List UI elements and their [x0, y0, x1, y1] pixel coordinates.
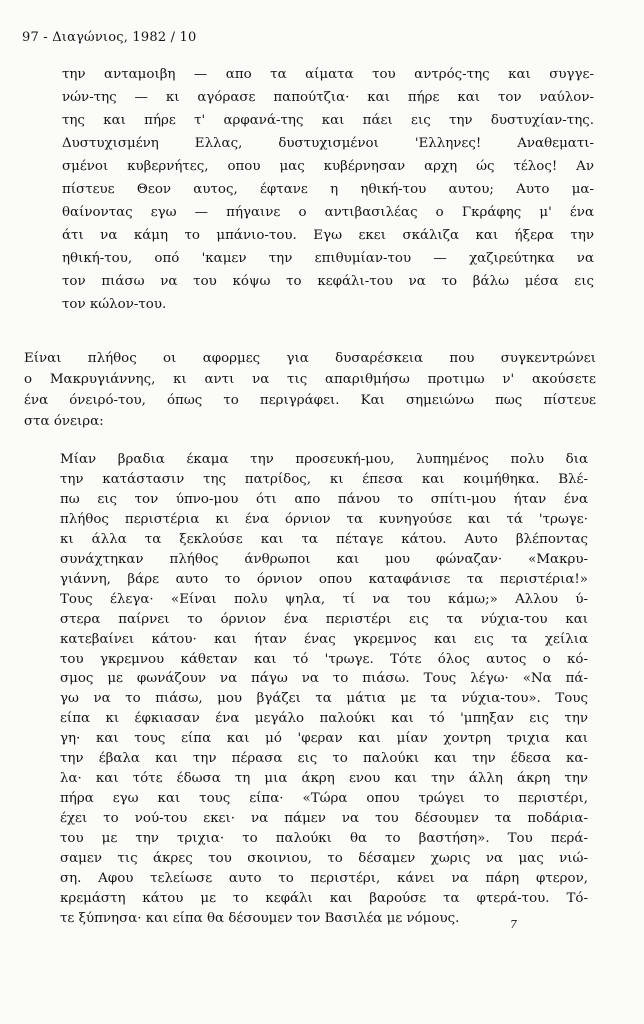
paragraph1-line: άτι να κάμη το μπάνιο-του. Εγω εκει σκάλιζα και ήξερα την — [62, 228, 594, 243]
paragraph1-line: πίστευε Θεον αυτος, έφτανε η ηθική-του αυτου; Αυτο μα- — [62, 182, 594, 197]
paragraph3-line: γη· και τους είπα και μό 'φεραν και μίαν χοντρη τριχια και — [60, 731, 588, 747]
paragraph3-line: σαμεν τις άκρες του σκοινιου, το δέσαμεν χωρις να μας νιώ- — [60, 851, 588, 866]
paragraph3-line: κατεβαίνει κάτου· και ήταν ένας γκρεμνος και εις τα χείλια — [60, 631, 588, 647]
paragraph3-line: κρεμάστη κάτου με το κεφάλι και βαρούσε τα φτερά-του. Τό- — [60, 890, 588, 906]
paragraph3-line: Μίαν βραδια έκαμα την προσευκή-μου, λυπημένος πολυ δια — [60, 452, 588, 467]
paragraph1-line: τον πιάσω να του κόψω το κεφάλι-του να το βάλω μέσα εις — [62, 274, 594, 289]
paragraph3-line: σμος με φωνάζουν να πάγω να το πιάσω. Τους λέγω· «Να πά- — [60, 671, 588, 687]
paragraph1-line: θαίνοντας εγω — πήγαινε ο αντιβασιλέας ο Γκράφης μ' ένα — [62, 205, 594, 220]
page-mark: 7 — [510, 918, 517, 931]
paragraph3-line: στερα παίρνει το όρνιον ένα περιστέρι εις τα νύχια-του και — [60, 611, 588, 627]
paragraph3-line: γιάννη, βάρε αυτο το όρνιον οπου καταφάνισε τα περιστέρια!» — [60, 571, 588, 587]
paragraph3-line: έχει το νού-του εκει· να πάμεν να του δέσουμεν τα ποδάρια- — [60, 811, 588, 827]
paragraph3-line: την κατάστασιν της πατρίδος, κι έπεσα και κοιμήθηκα. Βλέ- — [60, 471, 588, 487]
paragraph2-line: Είναι πλήθος οι αφορμες για δυσαρέσκεια που συγκεντρώνει — [24, 351, 596, 366]
paragraph3-line: την έβαλα και την πέρασα εις το παλούκι και την έδεσα κα- — [60, 751, 588, 767]
paragraph3-line: συνάχτηκαν πλήθος άνθρωποι και μου φώναζαν· «Μακρυ- — [60, 551, 588, 567]
paragraph3-line: γω να το πιάσω, μου βγάζει τα μάτια με τα νύχια-του». Τους — [60, 691, 588, 707]
paragraph3-line: πλήθος περιστέρια κι ένα όρνιον τα κυνηγούσε και τά 'τρωγε· — [60, 511, 588, 527]
paragraph3-line: πήρα εγω και τους είπα· «Τώρα οπου τρώγει το περιστέρι, — [60, 791, 588, 807]
paragraph1-line: της και πήρε τ' αρφανά-της και πάει εις την δυστυχίαν-της. — [62, 113, 594, 128]
paragraph2-line: στα όνειρα: — [24, 414, 104, 429]
paragraph2-line: ο Μακρυγιάννης, κι αντι να τις απαριθμήσω προτιμω ν' ακούσετε — [24, 372, 596, 387]
paragraph2-line: ένα όνειρό-του, όπως το περιγράφει. Και σημειώνω πως πίστευε — [24, 393, 596, 408]
paragraph3-line: είπα κι έφκιασαν ένα μεγάλο παλούκι και τό 'μπηξαν εις την — [60, 711, 588, 727]
paragraph3-line: ση. Αφου τελείωσε αυτο το περιστέρι, κάνει να πάρη φτερον, — [60, 870, 588, 886]
paragraph3-line: Τους έλεγα· «Είναι πολυ ψηλα, τί να του κάμω;» Αλλου ύ- — [60, 591, 588, 607]
paragraph3-line: κι άλλα τα ξεκλούσε και τα πέταγε κάτου. Αυτο βλέποντας — [60, 531, 588, 547]
paragraph1-line: σμένοι κυβερνήτες, οπου μας κυβέρνησαν αρχη ώς τέλος! Αν — [62, 159, 594, 174]
paragraph1-line: ηθική-του, οπό 'καμεν την επιθυμίαν-του — χαζιρεύτηκα να — [62, 251, 594, 266]
paragraph3-line: πω εις τον ύπνο-μου ότι απο πάνου το σπίτι-μου ήταν ένα — [60, 491, 588, 507]
running-head: 97 - Διαγώνιος, 1982 / 10 — [22, 30, 197, 45]
paragraph3-line: λα· και τότε έδωσα τη μια άκρη ενου και την άλλη άκρη την — [60, 771, 588, 787]
paragraph3-line: τε ξύπνησα· και είπα θα δέσουμεν τον Βασιλέα με νόμους. — [60, 910, 460, 926]
paragraph1-line: νών-της — κι αγόρασε παπούτζια· και πήρε και τον ναύλον- — [62, 90, 594, 105]
paragraph3-line: του με την τριχια· το παλούκι θα το βαστήση». Του περά- — [60, 831, 588, 847]
paragraph1-line: την ανταμοιβη — απο τα αίματα του αντρός-της και συγγε- — [62, 67, 594, 82]
paragraph1-line: τον κώλον-του. — [62, 297, 167, 312]
paragraph3-line: του γκρεμνου κάθεταν και τό 'τρωγε. Τότε όλος αυτος ο κό- — [60, 651, 588, 667]
paragraph1-line: Δυστυχισμένη Ελλας, δυστυχισμένοι 'Ελληνες! Αναθεματι- — [62, 136, 594, 151]
